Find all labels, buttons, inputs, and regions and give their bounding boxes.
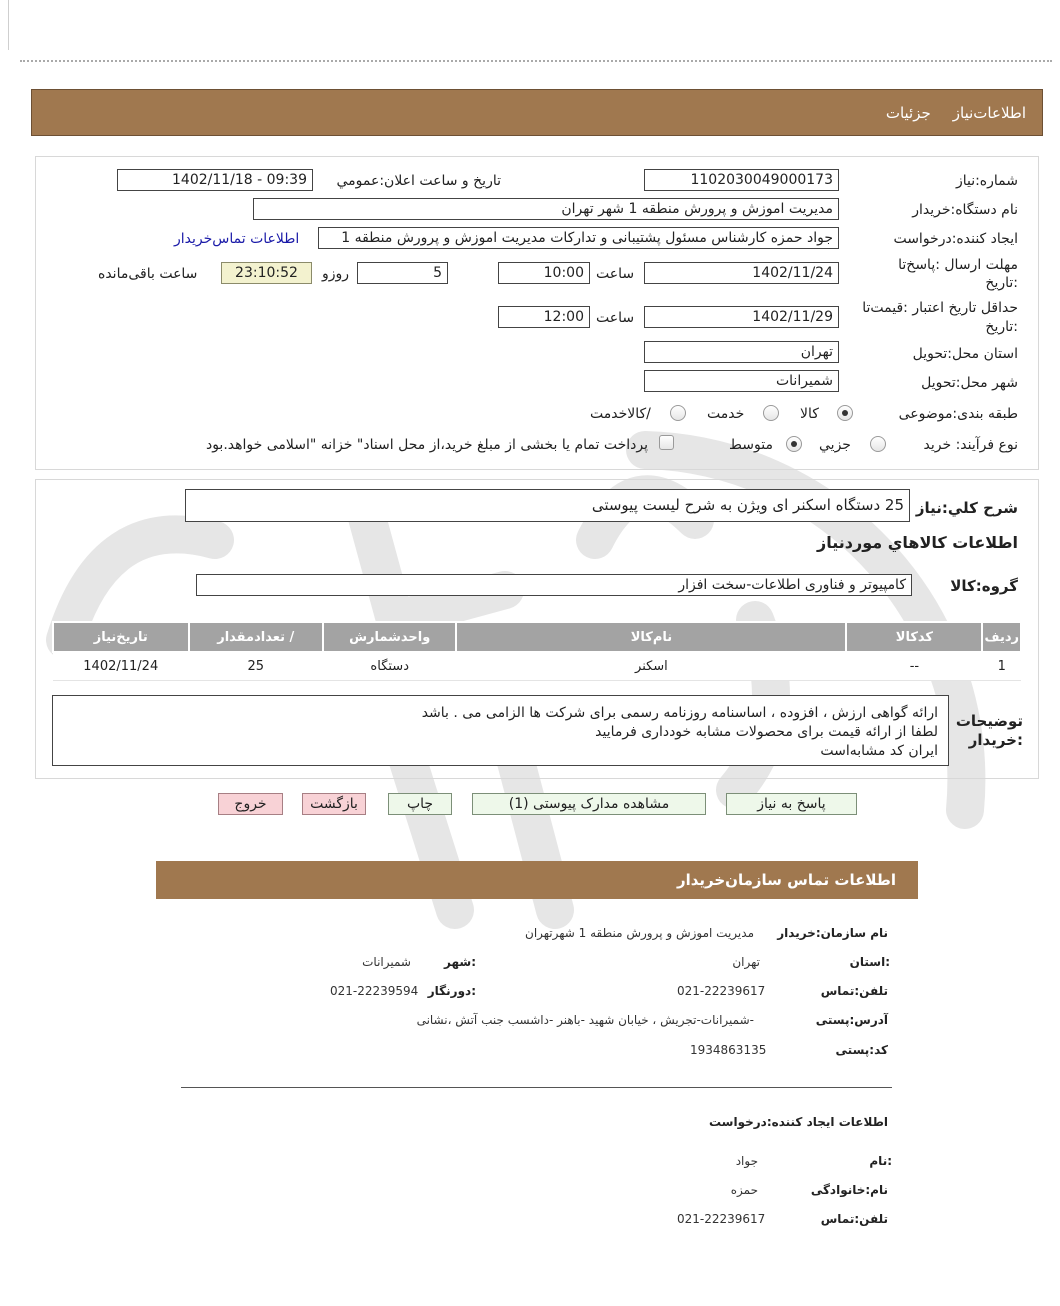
col-code-header: کدکالا bbox=[846, 622, 982, 652]
delivery-province-label: استان محل:تحویل bbox=[912, 346, 1018, 362]
buyer-contact-link[interactable]: اطلاعات تماس‌خریدار bbox=[174, 231, 300, 247]
cell-name: اسکنر bbox=[456, 652, 846, 680]
tab-details[interactable]: جزئیات bbox=[885, 103, 931, 122]
cell-quantity: 25 bbox=[189, 652, 323, 680]
requester-name-label: :نام bbox=[869, 1154, 892, 1168]
page-header-bar bbox=[31, 89, 1043, 136]
goods-info-title: اطلاعات کالاهاي موردنیاز bbox=[817, 533, 1018, 552]
days-label: روزو bbox=[322, 266, 350, 282]
cell-code: -- bbox=[846, 652, 982, 680]
deadline-label-date: :تاریخ bbox=[985, 275, 1018, 291]
reply-to-need-button[interactable]: پاسخ به نیاز bbox=[726, 793, 857, 815]
creator-label: ایجاد کننده:درخواست bbox=[893, 231, 1018, 247]
validity-label: حداقل تاریخ اعتبار :قیمت‌تا bbox=[862, 300, 1018, 316]
exit-button[interactable]: خروج bbox=[218, 793, 283, 815]
contact-province-label: :استان bbox=[849, 955, 890, 969]
category-label: طبقه بندی:موضوعی bbox=[898, 406, 1018, 422]
category-goods-radio[interactable] bbox=[837, 405, 853, 421]
requester-info-title: اطلاعات ایجاد کننده:درخواست bbox=[708, 1115, 888, 1129]
contact-address-value: -شمیرانات-تجریش ، خیابان شهید -باهنر -داشسب جنب آتش ،نشانی bbox=[416, 1013, 754, 1027]
requester-family-label: نام:خانوادگی bbox=[810, 1183, 888, 1197]
requester-phone-value: 021-22239617 bbox=[677, 1212, 766, 1226]
process-medium-radio[interactable] bbox=[786, 436, 802, 452]
buyer-notes-label: توضیحات bbox=[955, 712, 1023, 730]
goods-group-field: کامپیوتر و فناوری اطلاعات-سخت افزار bbox=[196, 574, 912, 596]
category-goods-service-radio[interactable] bbox=[670, 405, 686, 421]
view-attachments-button[interactable]: مشاهده مدارک پیوستی (1) bbox=[472, 793, 706, 815]
col-quantity-header: / تعدادمقدار bbox=[189, 622, 323, 652]
contact-org-value: مدیریت اموزش و پرورش منطقه 1 شهرتهران bbox=[525, 926, 754, 940]
print-button[interactable]: چاپ bbox=[388, 793, 452, 815]
category-goods-service-label: /کالاخدمت bbox=[590, 406, 651, 422]
contact-city-value: شمیرانات bbox=[362, 955, 411, 969]
contact-postal-label: کد:پستی bbox=[835, 1043, 888, 1057]
cell-date: 1402/11/24 bbox=[53, 652, 189, 680]
requester-name-value: جواد bbox=[735, 1154, 758, 1168]
buyer-notes-box bbox=[52, 695, 949, 766]
cell-unit: دستگاه bbox=[323, 652, 457, 680]
goods-table bbox=[52, 621, 1022, 681]
deadline-date-field: 1402/11/24 bbox=[644, 262, 839, 284]
general-description-label: شرح کلي:نیاز bbox=[915, 499, 1018, 517]
contact-separator bbox=[181, 1087, 892, 1088]
col-date-header: تاریخ‌نیاز bbox=[53, 622, 189, 652]
treasury-payment-checkbox[interactable] bbox=[659, 435, 674, 450]
col-name-header: نام‌کالا bbox=[456, 622, 846, 652]
process-minor-radio[interactable] bbox=[870, 436, 886, 452]
col-row-header: ردیف bbox=[982, 622, 1021, 652]
general-description-field: 25 دستگاه اسکنر ای ویژن به شرح لیست پیوستی bbox=[185, 489, 910, 522]
buyer-org-field: مدیریت اموزش و پرورش منطقه 1 شهر تهران bbox=[253, 198, 839, 220]
goods-group-label: گروه:کالا bbox=[950, 577, 1018, 595]
remaining-days-field: 5 bbox=[357, 262, 448, 284]
buyer-org-label: نام دستگاه:خریدار bbox=[912, 202, 1018, 218]
dotted-separator bbox=[20, 60, 1052, 62]
treasury-payment-label: پرداخت تمام یا بخشی از مبلغ خرید،از محل اسناد" خزانه "اسلامی خواهد.بود bbox=[205, 437, 648, 453]
deadline-time-field: 10:00 bbox=[498, 262, 590, 284]
contact-phone-label: تلفن:تماس bbox=[820, 984, 888, 998]
remaining-time-field: 23:10:52 bbox=[221, 262, 312, 284]
goods-table-header-row bbox=[53, 622, 1021, 652]
delivery-province-field: تهران bbox=[644, 341, 839, 363]
col-unit-header: واحدشمارش bbox=[323, 622, 457, 652]
buyer-note-line-3: ایران کد مشابه‌است bbox=[820, 743, 938, 759]
process-medium-label: متوسط bbox=[729, 437, 773, 453]
announce-date-field: 1402/11/18 - 09:39 bbox=[117, 169, 313, 191]
validity-label-date: :تاریخ bbox=[985, 319, 1018, 335]
contact-phone-value: 021-22239617 bbox=[677, 984, 766, 998]
tab-need-info[interactable]: اطلاعات‌نیاز bbox=[952, 103, 1026, 122]
category-goods-label: کالا bbox=[800, 406, 819, 422]
contact-org-label: نام سازمان:خریدار bbox=[777, 926, 888, 940]
contact-province-value: تهران bbox=[732, 955, 760, 969]
back-button[interactable]: بازگشت bbox=[302, 793, 366, 815]
category-service-label: خدمت bbox=[707, 406, 745, 422]
deadline-label: مهلت ارسال :پاسخ‌تا bbox=[898, 257, 1018, 273]
validity-date-field: 1402/11/29 bbox=[644, 306, 839, 328]
remaining-time-label: ساعت باقی‌مانده bbox=[98, 266, 198, 282]
contact-address-label: آدرس:پستی bbox=[815, 1013, 888, 1027]
contact-fax-label: :دورنگار bbox=[427, 984, 476, 998]
process-minor-label: جزيي bbox=[819, 437, 851, 453]
contact-postal-value: 1934863135 bbox=[690, 1043, 767, 1057]
process-type-label: نوع فرآیند: خرید bbox=[923, 437, 1018, 453]
creator-field: جواد حمزه کارشناس مسئول پشتیبانی و تدارکات مدیریت اموزش و پرورش منطقه 1 bbox=[318, 227, 839, 249]
delivery-city-field: شمیرانات bbox=[644, 370, 839, 392]
buyer-notes-label-2: :خریدار bbox=[968, 731, 1023, 749]
page-edge-line bbox=[8, 0, 9, 50]
buyer-note-line-2: لطفا از ارائه قیمت برای محصولات مشابه خودداری فرمایید bbox=[595, 724, 938, 740]
cell-row: 1 bbox=[982, 652, 1021, 680]
delivery-city-label: شهر محل:تحویل bbox=[921, 375, 1018, 391]
requester-phone-label: تلفن:تماس bbox=[820, 1212, 888, 1226]
table-row bbox=[53, 652, 1021, 680]
buyer-note-line-1: ارائه گواهی ارزش ، افزوده ، اساسنامه روزنامه رسمی برای شرکت ها الزامی می . باشد bbox=[421, 705, 938, 721]
category-service-radio[interactable] bbox=[763, 405, 779, 421]
buyer-contact-header: اطلاعات تماس سازمان‌خریدار bbox=[156, 861, 918, 899]
need-number-label: شماره:نیاز bbox=[955, 173, 1018, 189]
validity-time-label: ساعت bbox=[596, 310, 635, 326]
announce-date-label: تاریخ و ساعت اعلان:عمومي bbox=[336, 173, 501, 189]
deadline-time-label: ساعت bbox=[596, 266, 635, 282]
validity-time-field: 12:00 bbox=[498, 306, 590, 328]
contact-city-label: :شهر bbox=[444, 955, 476, 969]
requester-family-value: حمزه bbox=[730, 1183, 758, 1197]
contact-fax-value: 021-22239594 bbox=[330, 984, 419, 998]
need-number-field: 1102030049000173 bbox=[644, 169, 839, 191]
